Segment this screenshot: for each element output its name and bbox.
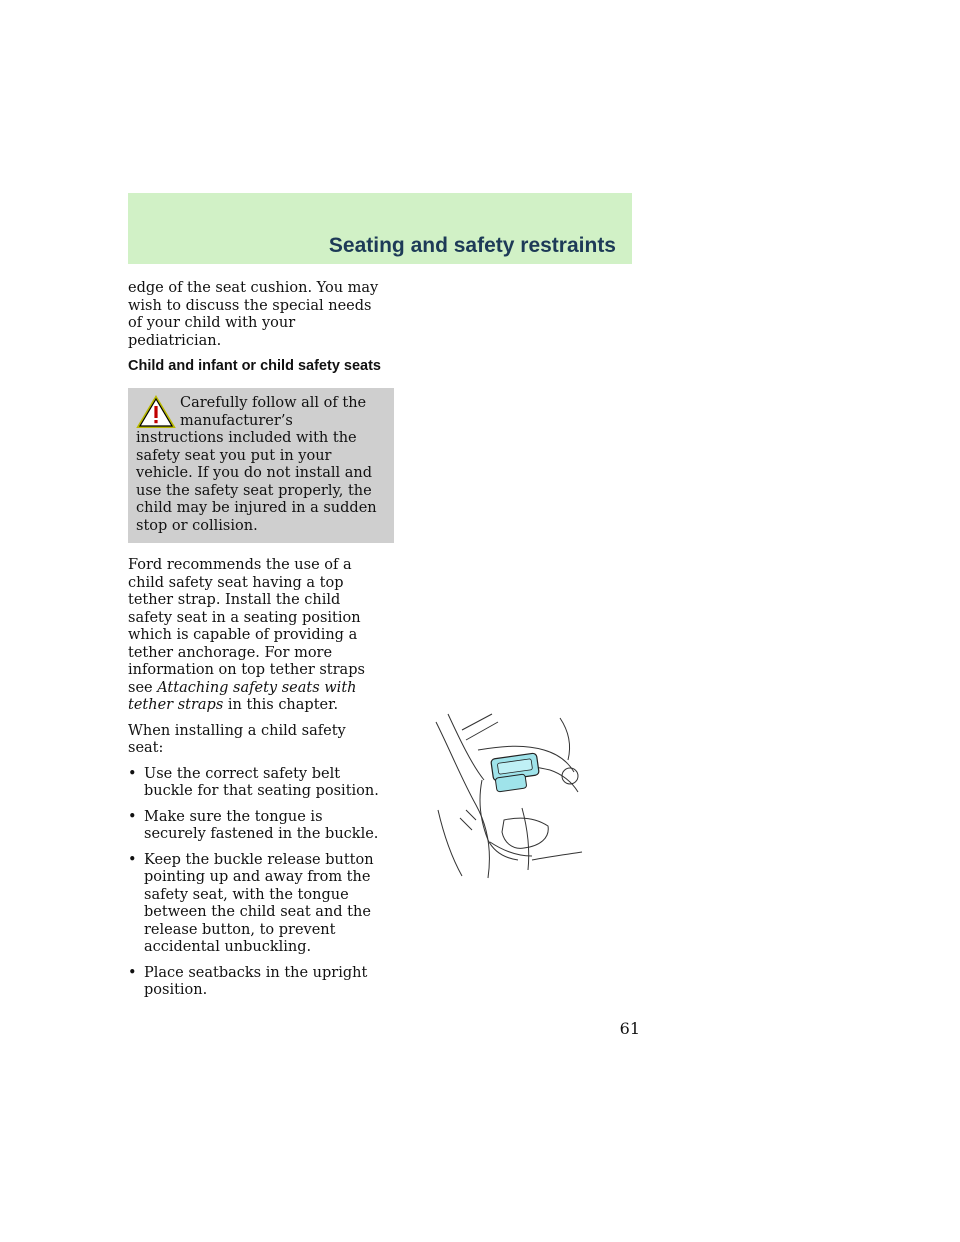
list-item [128, 809, 382, 844]
warning-box [128, 388, 394, 543]
recommendation-text-end: in this chapter. [223, 697, 339, 713]
recommendation-text: Ford recommends the use of a child safety seat having a top tether strap. Install the child safety seat in a seating position which is capable of providing a tether anchorage. For more information on top tether straps see [128, 557, 365, 696]
list-item [128, 766, 382, 801]
bullet-dot: • [128, 808, 137, 825]
page-number: 61 [619, 1019, 640, 1038]
highlighted-buckle [491, 753, 540, 792]
bullet-dot: • [128, 964, 137, 981]
recommendation-paragraph [128, 557, 382, 715]
section-heading: Child and infant or child safety seats [128, 358, 381, 374]
warning-text: Carefully follow all of the manufacturer’s instructions included with the safety seat you put in your vehicle. If you do not install and use the safety seat properly, the child may be injured in a sudden stop or collision. [136, 395, 377, 534]
page-section-title: Seating and safety restraints [328, 234, 616, 257]
cross-reference-link[interactable]: Attaching safety seats with tether straps [128, 679, 357, 713]
main-column [128, 280, 382, 1008]
list-item [128, 965, 382, 1000]
header-band [128, 193, 632, 264]
list-item [128, 852, 382, 957]
list-item-text: Place seatbacks in the upright position. [144, 964, 368, 998]
buckle-illustration [432, 710, 592, 882]
bullet-list [128, 766, 382, 1000]
installing-intro: When installing a child safety seat: [128, 722, 346, 756]
list-item-text: Make sure the tongue is securely fastened in the buckle. [144, 808, 379, 842]
list-item-text: Keep the buckle release button pointing up and away from the safety seat, with the tongue between the child seat and the release button, to prevent accidental unbuckling. [144, 851, 374, 955]
bullet-dot: • [128, 851, 137, 868]
warning-triangle-icon [136, 395, 176, 429]
intro-paragraph: edge of the seat cushion. You may wish to discuss the special needs of your child with your pediatrician. [128, 280, 379, 349]
list-item-text: Use the correct safety belt buckle for that seating position. [144, 765, 379, 799]
bullet-dot: • [128, 765, 137, 782]
